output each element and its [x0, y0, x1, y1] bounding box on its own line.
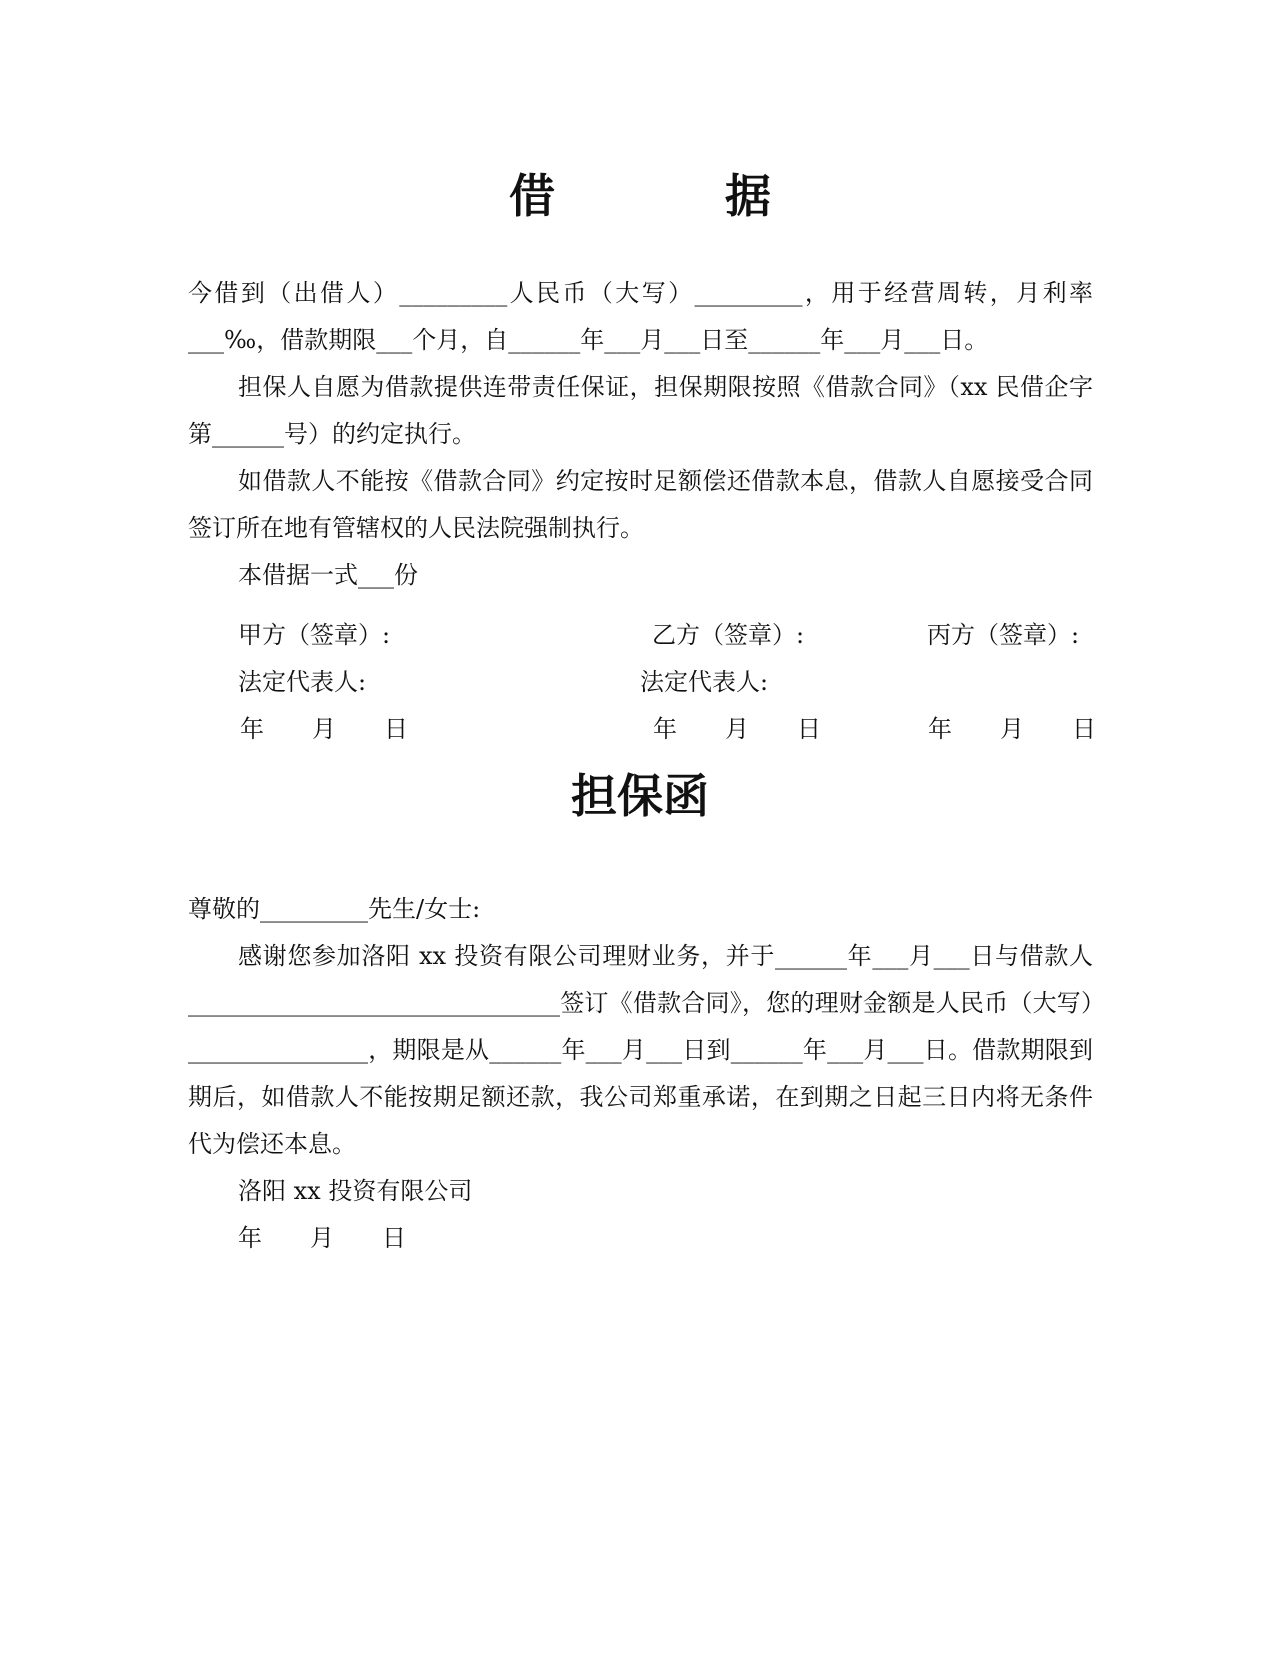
party-c-date: 年 月 日 — [928, 715, 1096, 743]
loan-note-body — [188, 270, 1093, 599]
party-b-rep-label: 法定代表人: — [640, 668, 769, 696]
guarantor-paragraph: 担保人自愿为借款提供连带责任保证，担保期限按照《借款合同》（xx 民借企字第______号）的约定执行。 — [188, 373, 1093, 448]
loan-terms-paragraph: 今借到（出借人）_________人民币（大写）_________，用于经营周转，月利率___‰，借款期限___个月，自______年___月___日至______年___月___日。 — [188, 279, 1093, 354]
enforcement-paragraph: 如借款人不能按《借款合同》约定按时足额偿还借款本息，借款人自愿接受合同签订所在地有管辖权的人民法院强制执行。 — [188, 467, 1093, 542]
guarantee-letter-body — [188, 886, 1093, 1262]
party-a-date: 年 月 日 — [240, 715, 408, 743]
loan-note-title: 借 据 — [509, 169, 833, 223]
salutation: 尊敬的_________先生/女士: — [188, 895, 481, 923]
guarantee-paragraph: 感谢您参加洛阳 xx 投资有限公司理财业务，并于______年___月___日与借款人_______________________________签订《借款合同》，您的理财金额是人民币（大写）_______________，期限是从______年___月___日到______年___月___日。借款期限到期后，如借款人不能按期足额还款，我公司郑重承诺，在到期之日起三日内将无条件代为偿还本息。 — [188, 942, 1093, 1158]
party-b-sign-label: 乙方（签章）: — [652, 621, 805, 649]
party-c-sign-label: 丙方（签章）: — [927, 621, 1080, 649]
guarantee-letter-title: 担保函 — [571, 769, 709, 823]
guarantee-date: 年 月 日 — [238, 1224, 406, 1252]
company-name: 洛阳 xx 投资有限公司 — [238, 1177, 473, 1205]
party-b-date: 年 月 日 — [653, 715, 821, 743]
party-a-sign-label: 甲方（签章）: — [238, 621, 391, 649]
copies-line: 本借据一式___份 — [238, 561, 418, 589]
party-a-rep-label: 法定代表人: — [238, 668, 367, 696]
